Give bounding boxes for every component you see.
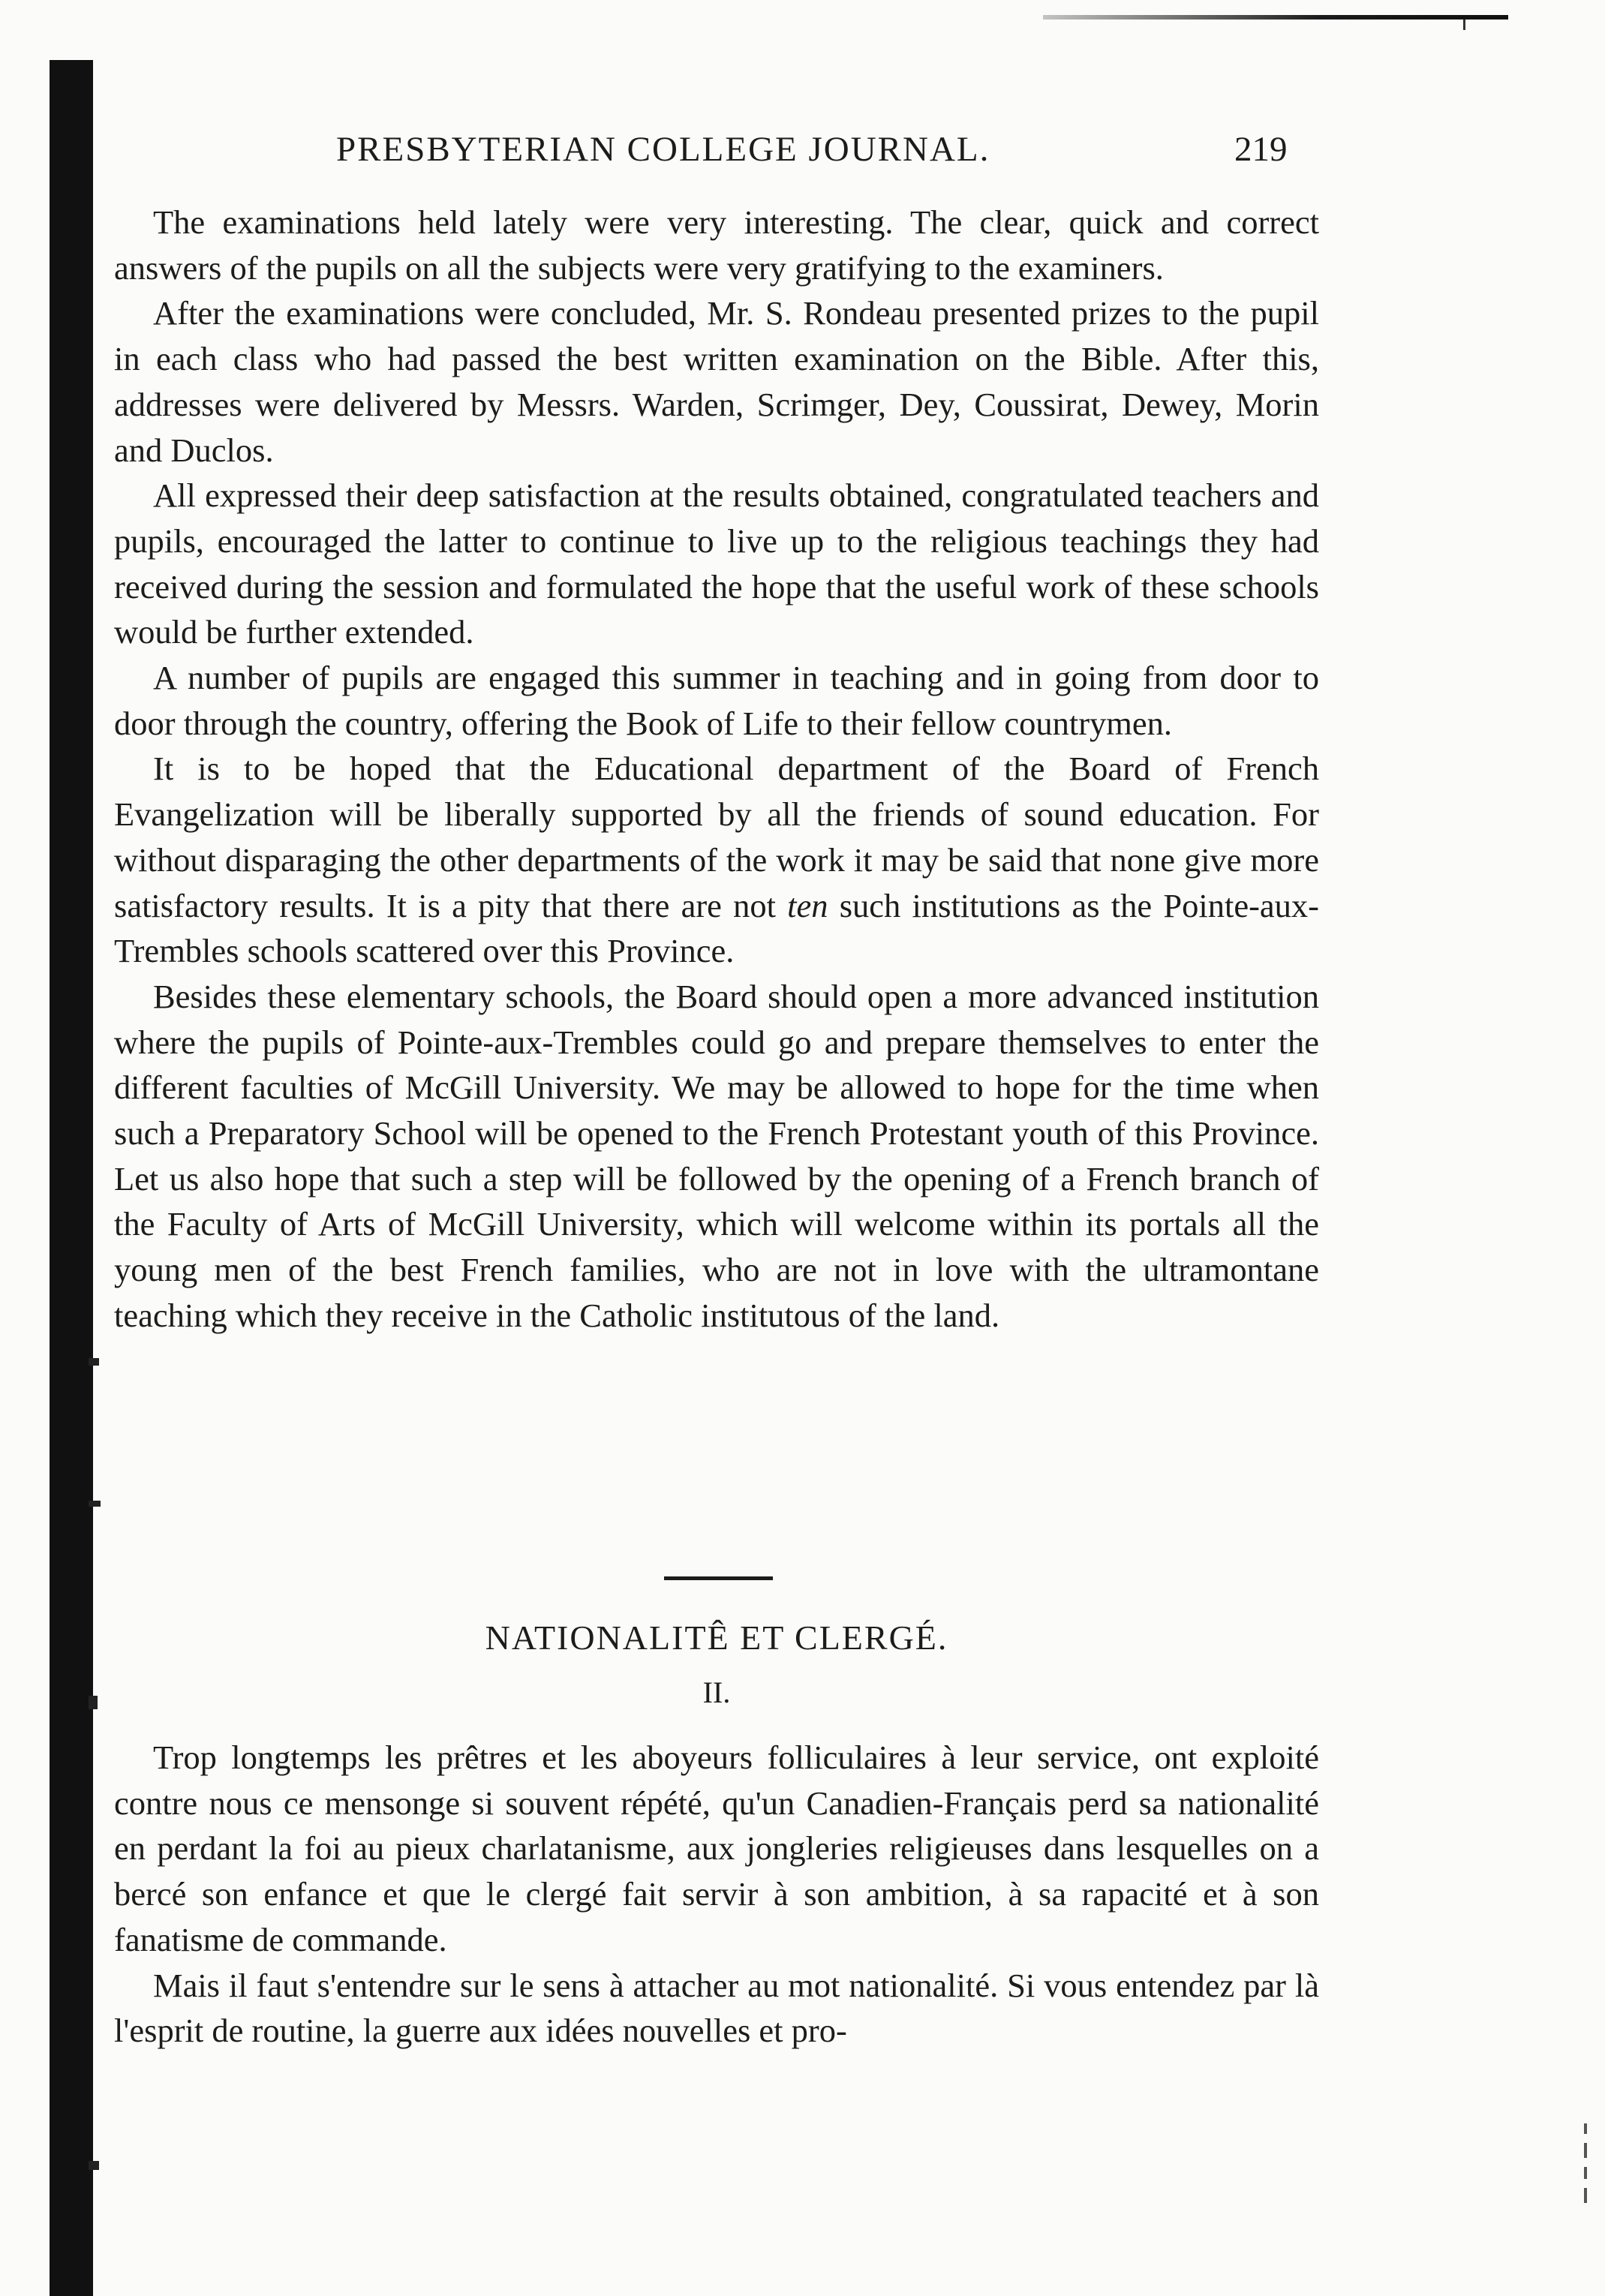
paragraph: Mais il faut s'entendre sur le sens à attacher au mot nationalité. Si vous entendez par là l'esprit de routine, la guerre aux idées nouvelles et pro- [114,1966,1319,2050]
french-text-block [114,1735,1319,2054]
binding-smudge [89,2161,99,2170]
binding-smudge [89,1696,98,1709]
paragraph [114,746,1319,974]
margin-speck [1584,2188,1587,2203]
margin-speck [1584,2143,1587,2158]
margin-speck [1584,2123,1587,2134]
page-binding-edge [50,60,93,2296]
running-head: PRESBYTERIAN COLLEGE JOURNAL. [336,130,990,169]
english-text-block [114,200,1319,1339]
paragraph: Besides these elementary schools, the Board should open a more advanced institution where the pupils of Pointe-aux-Trembles could go and prepare themselves to enter the different faculties of McGill University. We may be allowed to hope for the time when such a Preparatory School will be opened to the French Protestant youth of this Province. Let us also hope that such a step will be followed by the opening of a French branch of the Faculty of Arts of McGill University, which will welcome within its portals all the young men of the best French families, who are not in love with the ultramontane teaching which they receive in the Catholic institutous of the land. [114,977,1319,1334]
paragraph-text: such institutions as the Pointe-aux-Trembles schools scattered over this Province. [114,886,1319,970]
top-edge-rule [1043,15,1508,20]
binding-smudge [89,1358,99,1366]
paragraph: A number of pupils are engaged this summer in teaching and in going from door to door through the country, offering the Book of Life to their fellow countrymen. [114,659,1319,742]
emphasized-word: ten [787,886,828,924]
page-header [113,129,1388,182]
binding-smudge [89,1501,101,1507]
paragraph: All expressed their deep satisfaction at the results obtained, congratulated teachers and pupils, encouraged the latter to continue to live up to the religious teachings they had received during the session and formulated the hope that the useful work of these schools would be further extended. [114,476,1319,651]
margin-speck [1584,2167,1587,2179]
paragraph: Trop longtemps les prêtres et les aboyeurs folliculaires à leur service, ont exploité contre nous ce mensonge si souvent répété, qu'un Canadien-Français perd sa nationalité en perdant la foi au pieux charlatanisme, aux jongleries religieuses dans lesquelles on a bercé son enfance et que le clergé fait servir à son ambition, à sa rapacité et à son fanatisme de commande. [114,1739,1319,1958]
section-number: II. [702,1675,731,1709]
paragraph-text: It is to be hoped that the Educational department of the Board of French Evangelization will be liberally supported by all the friends of sound education. For without disparaging the other departments of the work it may be said that none give more satisfactory results. It is a pity that there are not [114,750,1319,924]
section-divider [664,1576,773,1580]
page-number: 219 [1234,130,1288,169]
paragraph: The examinations held lately were very interesting. The clear, quick and correct answers of the pupils on all the subjects were very gratifying to the examiners. [114,203,1319,287]
paragraph: After the examinations were concluded, Mr. S. Rondeau presented prizes to the pupil in each class who had passed the best written examination on the Bible. After this, addresses were delivered by Messrs. Warden, Scrimger, Dey, Coussirat, Dewey, Morin and Duclos. [114,294,1319,469]
section-title: NATIONALITÊ ET CLERGÉ. [485,1618,948,1657]
top-edge-tick [1463,20,1465,30]
